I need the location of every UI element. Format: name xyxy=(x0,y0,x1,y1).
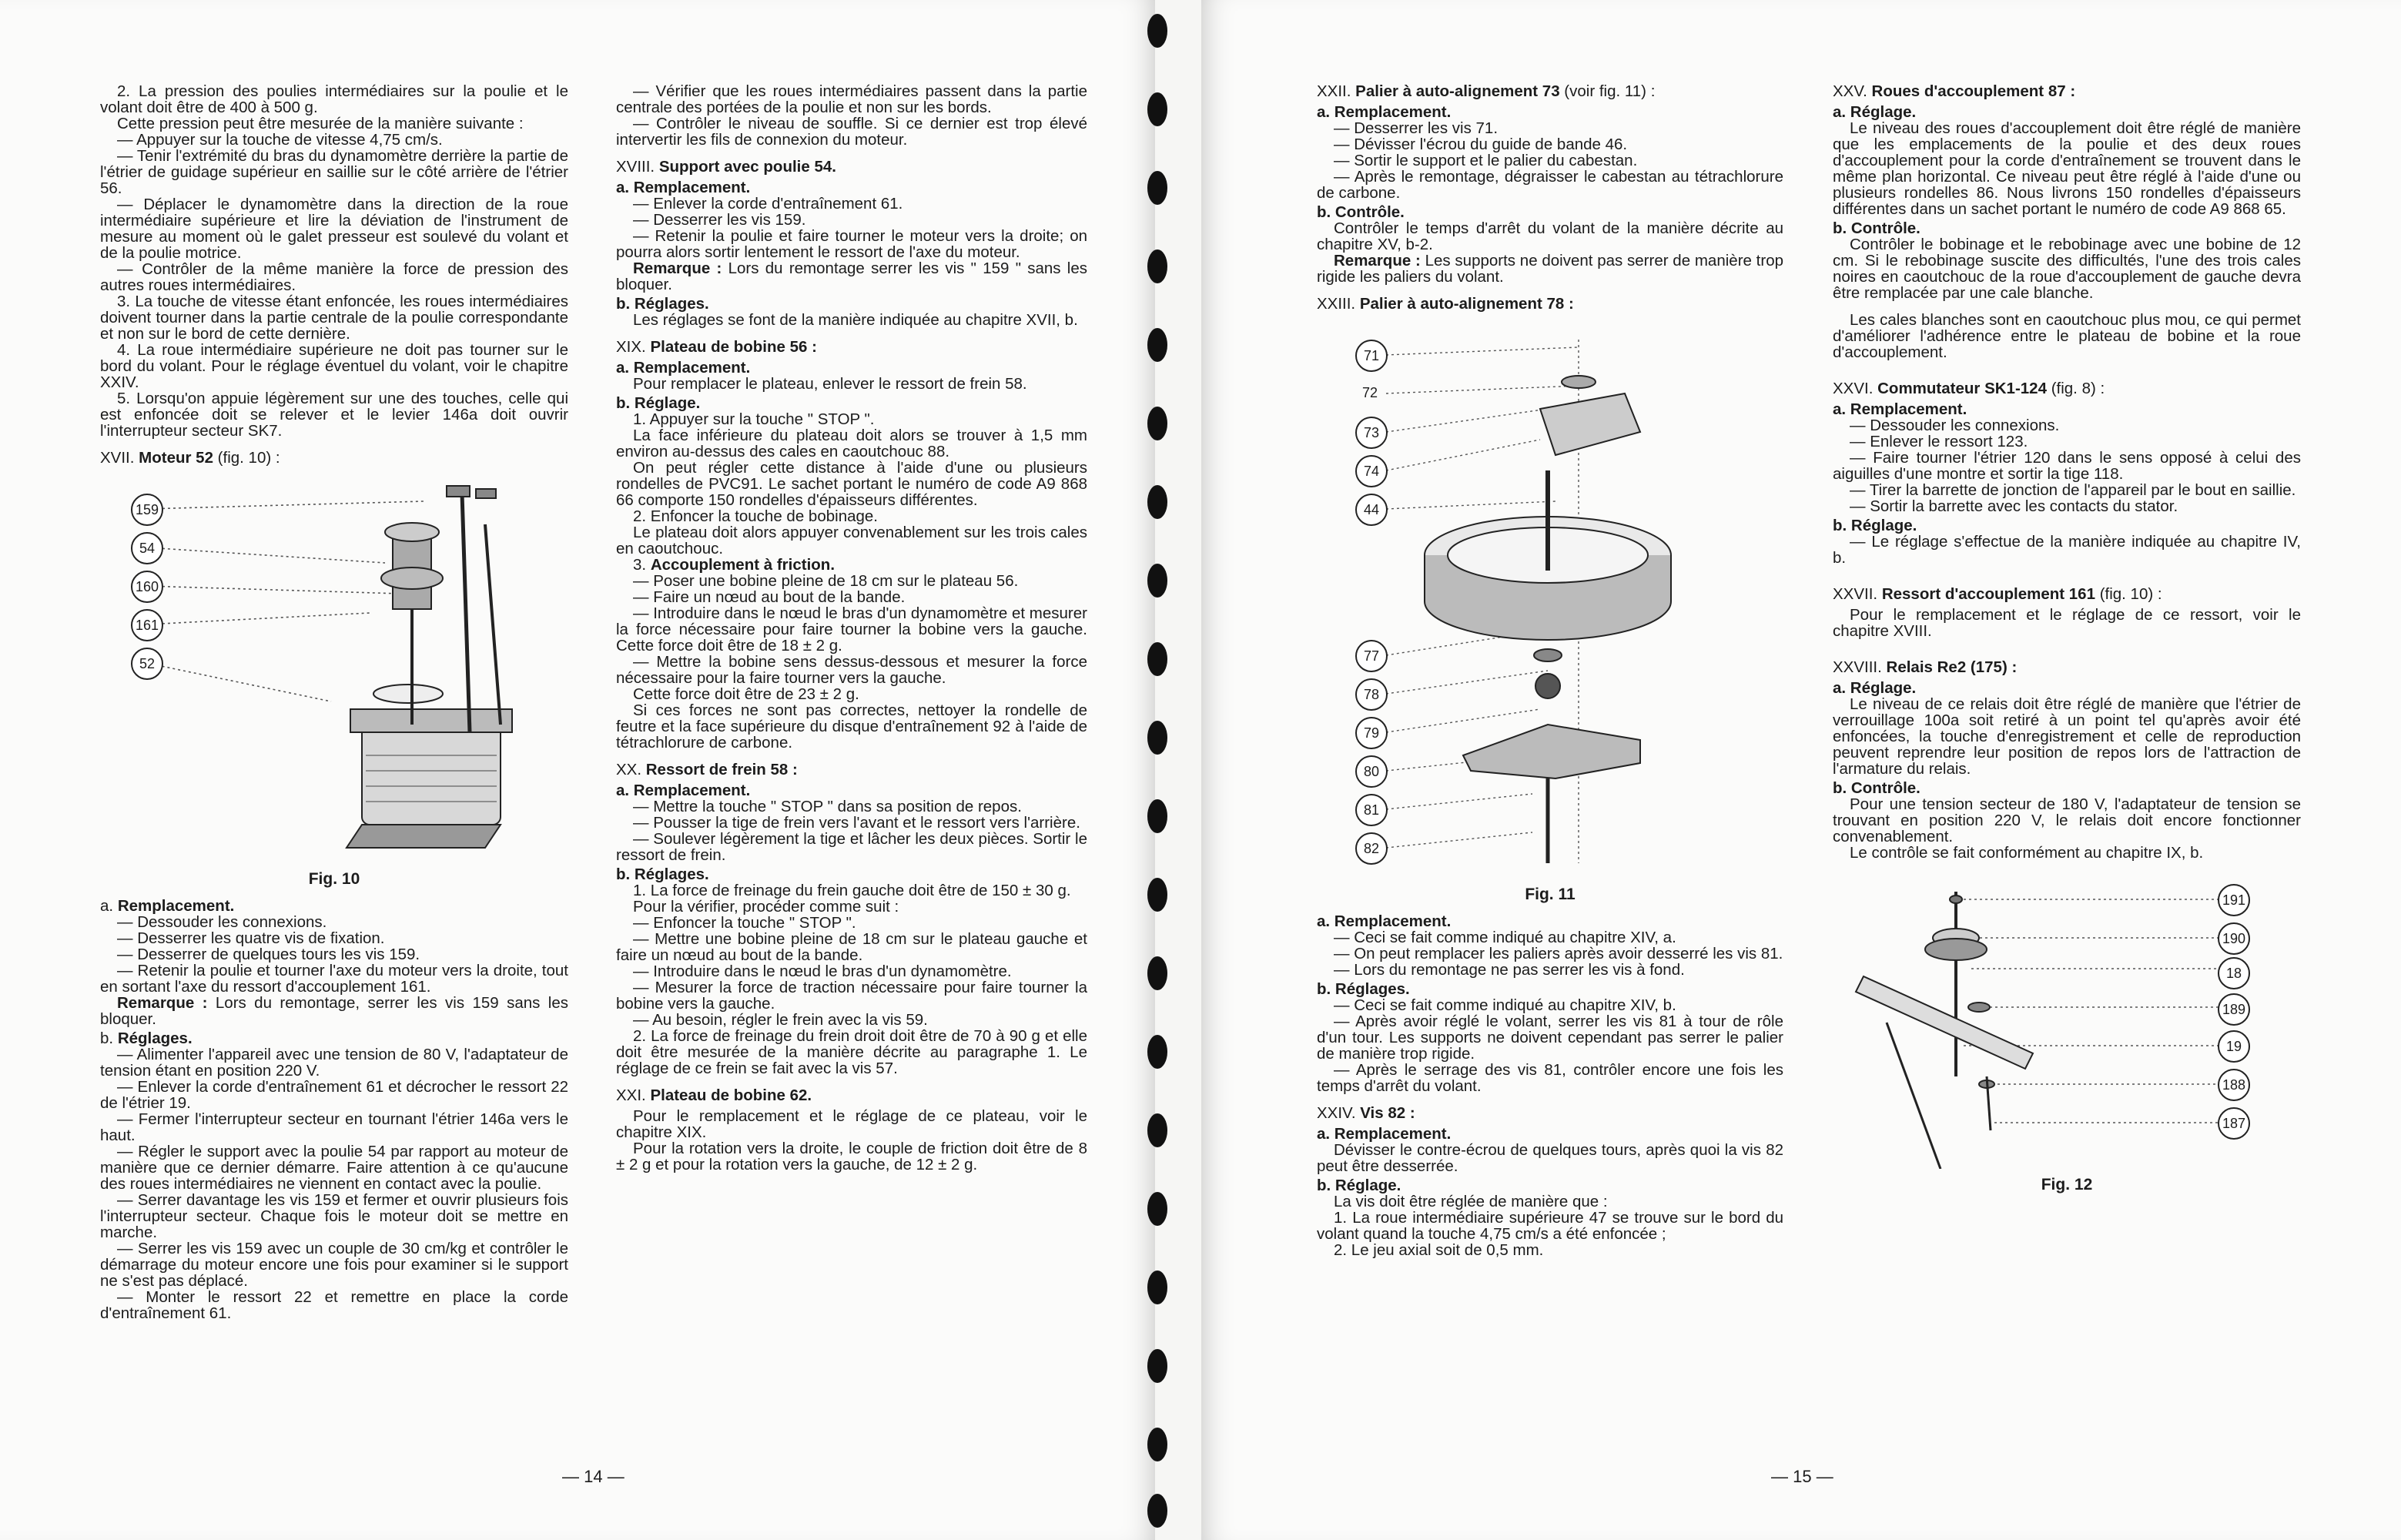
paragraph: La vis doit être réglée de manière que : xyxy=(1334,1193,1608,1210)
section-title: Relais Re2 (175) : xyxy=(1886,658,2018,676)
remark xyxy=(100,995,568,1027)
section-number: XXI. xyxy=(616,1086,646,1104)
section-number: XX. xyxy=(616,761,642,778)
subsection-label: a. xyxy=(100,897,114,915)
subsection-heading xyxy=(1317,913,1783,929)
subsection-title: Remplacement. xyxy=(117,897,235,915)
paragraph: — Desserrer les vis 71. xyxy=(1334,119,1499,137)
paragraph: — Sortir la barrette avec les contacts du stator. xyxy=(1850,497,2178,515)
paragraph: Pour la rotation vers la droite, le couple de friction doit être de 8 ± 2 g et pour la rotation vers la gauche, de 12 ± 2 g. xyxy=(616,1140,1087,1173)
paragraph: — Enfoncer la touche " STOP ". xyxy=(633,914,856,932)
paragraph: — Retenir la poulie et faire tourner le moteur vers la droite; on pourra alors sortir lentement le ressort de l'axe du moteur. xyxy=(616,227,1087,261)
paragraph: Pour une tension secteur de 180 V, l'adaptateur de tension se trouvant en position 220 V, le relais doit encore fonctionner convenablement. xyxy=(1833,795,2301,845)
binding-hole xyxy=(1147,721,1167,755)
paragraph: Pour remplacer le plateau, enlever le ressort de frein 58. xyxy=(633,375,1027,393)
section-title: Ressort d'accouplement 161 xyxy=(1881,585,2095,603)
binding-hole xyxy=(1147,14,1167,48)
binding-hole xyxy=(1147,1192,1167,1226)
callout-78: 78 xyxy=(1355,678,1388,711)
subsection-heading xyxy=(616,557,1087,573)
section-number: XXII. xyxy=(1317,82,1351,100)
section-heading-xxiv xyxy=(1317,1105,1783,1121)
paragraph: — Faire tourner l'étrier 120 dans le sens opposé à celui des aiguilles d'une montre et sortir la tige 118. xyxy=(1833,449,2301,483)
section-title: Vis 82 : xyxy=(1360,1104,1415,1122)
paragraph: Pour le remplacement et le réglage de ce ressort, voir le chapitre XVIII. xyxy=(1833,606,2301,640)
paragraph: — Introduire dans le nœud le bras d'un dynamomètre et mesurer la force nécessaire pour faire tourner la bobine vers la gauche. Cette force doit être de 18 ± 2 g. xyxy=(616,604,1087,654)
section-number: XVIII. xyxy=(616,158,655,176)
subsection-heading xyxy=(100,898,568,914)
figure-11 xyxy=(1317,324,1783,879)
callout-18: 18 xyxy=(2218,957,2250,989)
paragraph: — Pousser la tige de frein vers l'avant et le ressort vers l'arrière. xyxy=(633,814,1080,832)
subsection-heading xyxy=(1317,1177,1783,1194)
subsection-title: Accouplement à friction. xyxy=(650,556,835,574)
section-number: XXVI. xyxy=(1833,380,1874,397)
subsection-heading xyxy=(1317,1126,1783,1142)
callout-189: 189 xyxy=(2218,993,2250,1026)
subsection-title: a. Remplacement. xyxy=(1317,1125,1452,1143)
paragraph: On peut régler cette distance à l'aide d'une ou plusieurs rondelles de PVC91. Le sachet portant le numéro de code A9 868 66 comporte 150 rondelles d'épaisseurs différentes. xyxy=(616,459,1087,509)
remark-text: Lors du remontage, serrer les vis 159 sans les bloquer. xyxy=(100,994,569,1028)
subsection-heading xyxy=(1317,981,1783,997)
callout-44: 44 xyxy=(1355,494,1388,526)
subsection-title: b. Contrôle. xyxy=(1317,203,1405,221)
subsection-heading xyxy=(1833,220,2301,236)
section-number: XXVIII. xyxy=(1833,658,1882,676)
paragraph: 4. La roue intermédiaire supérieure ne doit pas tourner sur le bord du volant. Pour le réglage éventuel du volant, voir le chapitre XXIV. xyxy=(100,341,568,391)
left-column-1 xyxy=(100,83,568,1321)
binding-hole xyxy=(1147,171,1167,205)
paragraph: 2. La pression des poulies intermédiaires sur la poulie et le volant doit être de 400 à 500 g. xyxy=(100,82,568,116)
paragraph: — Desserrer de quelques tours les vis 159. xyxy=(117,946,420,963)
paragraph: — Enlever la corde d'entraînement 61 et décrocher le ressort 22 de l'étrier 19. xyxy=(100,1078,568,1112)
binding-hole xyxy=(1147,92,1167,126)
paragraph: — Serrer les vis 159 avec un couple de 30 cm/kg et contrôler le démarrage du moteur encore une fois pour examiner si le support ne s'est pas déplacé. xyxy=(100,1240,568,1290)
paragraph: — Introduire dans le nœud le bras d'un dynamomètre. xyxy=(633,962,1012,980)
paragraph: La face inférieure du plateau doit alors se trouver à 1,5 mm environ au-dessus des cales en caoutchouc 88. xyxy=(616,427,1087,460)
paragraph: — Desserrer les quatre vis de fixation. xyxy=(117,929,385,947)
subsection-title: a. Remplacement. xyxy=(616,179,751,196)
motor-illustration xyxy=(100,478,562,863)
callout-191: 191 xyxy=(2218,884,2250,916)
remark-text: Les supports ne doivent pas serrer de manière trop rigide les paliers du volant. xyxy=(1317,252,1783,286)
subsection-title: b. Réglage. xyxy=(1833,517,1917,534)
paragraph: — On peut remplacer les paliers après avoir desserré les vis 81. xyxy=(1334,945,1783,962)
binding-hole xyxy=(1147,407,1167,440)
subsection-title: b. Réglages. xyxy=(1317,980,1410,998)
paragraph: Le niveau des roues d'accouplement doit être réglé de manière que les emplacements de la poulie et des deux roues d'accouplement pour la corde d'entraînement se trouvent dans le même plan horizontal. Ce niveau peut être réglé à l'aide d'une ou plusieurs rondelles 86. Nous livrons 150 rondelles d'épaisseurs différentes dans un sachet portant le numéro de code A9 868 65. xyxy=(1833,119,2301,218)
paragraph: — Poser une bobine pleine de 18 cm sur le plateau 56. xyxy=(633,572,1019,590)
paragraph: Les réglages se font de la manière indiquée au chapitre XVII, b. xyxy=(633,311,1078,329)
paragraph: — Tenir l'extrémité du bras du dynamomètre derrière la partie de l'étrier de guidage supérieur en saillie sur le côté arrière de l'étrier 56. xyxy=(100,147,568,197)
subsection-title: b. Réglages. xyxy=(616,865,709,883)
paragraph: Les cales blanches sont en caoutchouc plus mou, ce qui permet d'améliorer l'adhérence entre le plateau de bobine et la roue d'accouplement. xyxy=(1833,311,2301,361)
subsection-heading xyxy=(1833,517,2301,534)
subsection-heading xyxy=(616,395,1087,411)
paragraph: — Retenir la poulie et tourner l'axe du moteur vers la droite, tout en sortant l'axe du ressort d'accouplement 161. xyxy=(100,962,568,996)
figure-caption: Fig. 10 xyxy=(308,870,360,888)
paragraph: — Déplacer le dynamomètre dans la direction de la roue intermédiaire supérieure et lire la déviation de l'instrument de mesure au moment où le galet presseur est soulevé du volant et de la poulie motrice. xyxy=(100,196,568,262)
right-page xyxy=(1201,0,2401,1540)
paragraph: — Enlever la corde d'entraînement 61. xyxy=(633,195,903,213)
paragraph: Pour la vérifier, procéder comme suit : xyxy=(633,898,899,916)
callout-160: 160 xyxy=(131,571,163,603)
paragraph: — Régler le support avec la poulie 54 par rapport au moteur de manière que ce dernier démarre. Faire attention à ce qu'aucune des roues intermédiaires ne viennent en contact avec la poulie. xyxy=(100,1143,568,1193)
paragraph: — Enlever le ressort 123. xyxy=(1850,433,2028,450)
section-heading-xx xyxy=(616,762,1087,778)
binding-hole xyxy=(1147,1428,1167,1461)
paragraph: — Mettre la bobine sens dessus-dessous et mesurer la force nécessaire pour la faire tourner vers la gauche. xyxy=(616,653,1087,687)
subsection-heading xyxy=(1833,401,2301,417)
paragraph: — Tirer la barrette de jonction de l'appareil par le bout en saillie. xyxy=(1850,481,2296,499)
paragraph: Si ces forces ne sont pas correctes, nettoyer la rondelle de feutre et la face supérieure du disque d'entraînement 92 à l'aide de tétrachlorure de carbone. xyxy=(616,701,1087,752)
subsection-title: a. Remplacement. xyxy=(1317,912,1452,930)
paragraph: Cette pression peut être mesurée de la manière suivante : xyxy=(117,115,524,132)
section-title: Moteur 52 xyxy=(139,449,213,467)
paragraph: 2. Enfoncer la touche de bobinage. xyxy=(633,507,878,525)
binding-hole xyxy=(1147,642,1167,676)
callout-72: 72 xyxy=(1361,385,1378,400)
paragraph: Cette force doit être de 23 ± 2 g. xyxy=(633,685,859,703)
subsection-title: b. Réglage. xyxy=(1317,1177,1401,1194)
callout-52: 52 xyxy=(131,648,163,680)
callout-187: 187 xyxy=(2218,1107,2250,1140)
paragraph: — Le réglage s'effectue de la manière indiquée au chapitre IV, b. xyxy=(1833,533,2301,567)
section-title: Plateau de bobine 56 : xyxy=(650,338,817,356)
paragraph: — Monter le ressort 22 et remettre en place la corde d'entraînement 61. xyxy=(100,1288,568,1322)
remark xyxy=(1317,253,1783,285)
subsection-heading xyxy=(616,296,1087,312)
section-number: XXIII. xyxy=(1317,295,1356,313)
callout-19: 19 xyxy=(2218,1030,2250,1063)
callout-80: 80 xyxy=(1355,755,1388,788)
paragraph: — Desserrer les vis 159. xyxy=(633,211,806,229)
binding-hole xyxy=(1147,956,1167,990)
paragraph: — Dévisser l'écrou du guide de bande 46. xyxy=(1334,136,1628,153)
section-heading-xvii xyxy=(100,450,568,466)
section-heading-xxv xyxy=(1833,83,2301,99)
paragraph: Contrôler le bobinage et le rebobinage avec une bobine de 12 cm. Si le rebobinage suscite des difficultés, l'une des trois cales noires en caoutchouc de la roue d'accouplement de gauche devra être remplacée par une cale blanche. xyxy=(1833,236,2301,302)
figure-12 xyxy=(1833,876,2301,1169)
subsection-title: a. Réglage. xyxy=(1833,679,1917,697)
paragraph: — Appuyer sur la touche de vitesse 4,75 cm/s. xyxy=(117,131,443,149)
paragraph: — Après avoir réglé le volant, serrer les vis 81 à tour de rôle d'un tour. Les supports ne doivent cependant pas serrer le palier de manière trop rigide. xyxy=(1317,1013,1783,1063)
subsection-heading xyxy=(1833,680,2301,696)
paragraph: — Contrôler le niveau de souffle. Si ce dernier est trop élevé intervertir les fils de connexion du moteur. xyxy=(616,115,1087,149)
binding-hole xyxy=(1147,564,1167,598)
callout-77: 77 xyxy=(1355,640,1388,672)
binding-hole xyxy=(1147,328,1167,362)
remark-label: Remarque : xyxy=(1334,252,1421,270)
binding-hole xyxy=(1147,1270,1167,1304)
paragraph: — Dessouder les connexions. xyxy=(1850,417,2060,434)
section-ref: (fig. 10) : xyxy=(217,449,280,467)
subsection-heading xyxy=(616,866,1087,882)
page-number: — 15 — xyxy=(1771,1467,1833,1486)
section-heading-xxii xyxy=(1317,83,1783,99)
remark-label: Remarque : xyxy=(117,994,208,1012)
binding-hole xyxy=(1147,1349,1167,1383)
section-title: Support avec poulie 54. xyxy=(658,158,836,176)
subsection-title: a. Réglage. xyxy=(1833,103,1917,121)
paragraph: — Ceci se fait comme indiqué au chapitre XIV, a. xyxy=(1334,929,1676,946)
paragraph: — Soulever légèrement la tige et lâcher les deux pièces. Sortir le ressort de frein. xyxy=(616,830,1087,864)
callout-71: 71 xyxy=(1355,340,1388,372)
section-number: XXVII. xyxy=(1833,585,1878,603)
subsection-label: b. xyxy=(100,1029,114,1047)
callout-161: 161 xyxy=(131,609,163,641)
section-title: Plateau de bobine 62. xyxy=(650,1086,812,1104)
section-number: XXIV. xyxy=(1317,1104,1356,1122)
paragraph: Le niveau de ce relais doit être réglé de manière que l'étrier de verrouillage 100a soit retiré à un point tel qu'après avoir été enfoncées, la touche d'enregistrement et celle de reproduction peuvent reprendre leur position de repos lors de l'attraction de l'armature du relais. xyxy=(1833,695,2301,778)
paragraph: 2. Le jeu axial soit de 0,5 mm. xyxy=(1334,1241,1544,1259)
section-heading-xix xyxy=(616,339,1087,355)
callout-74: 74 xyxy=(1355,455,1388,487)
callout-188: 188 xyxy=(2218,1069,2250,1101)
subsection-label: 3. xyxy=(633,556,647,574)
callout-81: 81 xyxy=(1355,794,1388,826)
section-title: Ressort de frein 58 : xyxy=(645,761,798,778)
subsection-title: a. Remplacement. xyxy=(1833,400,1967,418)
section-heading-xxviii xyxy=(1833,659,2301,675)
subsection-title: b. Réglages. xyxy=(616,295,709,313)
callout-73: 73 xyxy=(1355,417,1388,449)
paragraph: 1. La roue intermédiaire supérieure 47 se trouve sur le bord du volant quand la touche 4,75 cm/s a été enfoncée ; xyxy=(1317,1209,1783,1243)
subsection-title: b. Contrôle. xyxy=(1833,779,1920,797)
subsection-heading xyxy=(1317,204,1783,220)
section-number: XIX. xyxy=(616,338,646,356)
paragraph: 1. Appuyer sur la touche " STOP ". xyxy=(633,410,875,428)
paragraph: — Après le remontage, dégraisser le cabestan au tétrachlorure de carbone. xyxy=(1317,168,1783,202)
subsection-title: a. Remplacement. xyxy=(616,359,751,377)
paragraph: Dévisser le contre-écrou de quelques tours, après quoi la vis 82 peut être desserrée. xyxy=(1317,1141,1783,1175)
right-column-2 xyxy=(1833,83,2301,1204)
paragraph: — Sortir le support et le palier du cabestan. xyxy=(1334,152,1638,169)
binding-hole xyxy=(1147,1113,1167,1147)
callout-159: 159 xyxy=(131,494,163,526)
section-title: Roues d'accouplement 87 : xyxy=(1871,82,2076,100)
callout-79: 79 xyxy=(1355,717,1388,749)
binding-hole xyxy=(1147,1035,1167,1069)
paragraph: 5. Lorsqu'on appuie légèrement sur une des touches, celle qui est enfoncée doit se relever et le levier 146a doit ouvrir l'interrupteur secteur SK7. xyxy=(100,390,568,440)
paragraph: — Lors du remontage ne pas serrer les vis à fond. xyxy=(1334,961,1685,979)
figure-caption: Fig. 11 xyxy=(1525,886,1576,903)
subsection-title: a. Remplacement. xyxy=(1317,103,1452,121)
subsection-heading xyxy=(1833,104,2301,120)
section-title: Palier à auto-alignement 78 : xyxy=(1359,295,1574,313)
remark-text: Lors du remontage serrer les vis " 159 " sans les bloquer. xyxy=(616,259,1088,293)
paragraph: Pour le remplacement et le réglage de ce plateau, voir le chapitre XIX. xyxy=(616,1107,1087,1141)
callout-190: 190 xyxy=(2218,922,2250,955)
section-title: Palier à auto-alignement 73 xyxy=(1355,82,1560,100)
subsection-title: b. Contrôle. xyxy=(1833,219,1920,237)
subsection-heading xyxy=(616,782,1087,798)
section-heading-xxi xyxy=(616,1087,1087,1103)
paragraph: — Après le serrage des vis 81, contrôler encore une fois les temps d'arrêt du volant. xyxy=(1317,1061,1783,1095)
paragraph: — Mettre une bobine pleine de 18 cm sur le plateau gauche et faire un nœud au bout de la bande. xyxy=(616,930,1087,964)
left-column-2 xyxy=(616,83,1087,1173)
binding-hole xyxy=(1147,485,1167,519)
paragraph: — Serrer davantage les vis 159 et fermer et ouvrir plusieurs fois l'interrupteur secteur. Chaque fois le moteur doit se mettre en marche. xyxy=(100,1191,568,1241)
paragraph: 1. La force de freinage du frein gauche doit être de 150 ± 30 g. xyxy=(633,882,1071,899)
remark-label: Remarque : xyxy=(633,259,722,277)
paragraph: — Ceci se fait comme indiqué au chapitre XIV, b. xyxy=(1334,996,1676,1014)
binding-hole xyxy=(1147,799,1167,833)
page-number: — 14 — xyxy=(562,1467,625,1486)
section-heading-xxvi xyxy=(1833,380,2301,397)
paragraph: — Mettre la touche " STOP " dans sa position de repos. xyxy=(633,798,1022,815)
section-ref: (voir fig. 11) : xyxy=(1564,82,1656,100)
paragraph: — Mesurer la force de traction nécessaire pour faire tourner la bobine vers la gauche. xyxy=(616,979,1087,1013)
figure-caption: Fig. 12 xyxy=(2041,1176,2093,1194)
callout-54: 54 xyxy=(131,532,163,564)
section-heading-xxvii xyxy=(1833,586,2301,602)
paragraph: — Faire un nœud au bout de la bande. xyxy=(633,588,906,606)
section-number: XVII. xyxy=(100,449,135,467)
subsection-title: Réglages. xyxy=(117,1029,193,1047)
subsection-heading xyxy=(1317,104,1783,120)
paragraph: 3. La touche de vitesse étant enfoncée, les roues intermédiaires doivent tourner dans la partie centrale de la poulie correspondante et non sur le bord de cette dernière. xyxy=(100,293,568,343)
paragraph: — Vérifier que les roues intermédiaires passent dans la partie centrale des portées de la poulie et non sur les bords. xyxy=(616,82,1087,116)
section-heading-xviii xyxy=(616,159,1087,175)
figure-10 xyxy=(100,478,568,863)
binding-hole xyxy=(1147,878,1167,912)
section-title: Commutateur SK1-124 xyxy=(1877,380,2047,397)
paragraph: — Dessouder les connexions. xyxy=(117,913,327,931)
paragraph: — Au besoin, régler le frein avec la vis 59. xyxy=(633,1011,928,1029)
remark xyxy=(616,260,1087,293)
left-page xyxy=(0,0,1155,1540)
paragraph: 2. La force de freinage du frein droit doit être de 70 à 90 g et elle doit être mesurée de la manière décrite au paragraphe 1. Le réglage de ce frein se fait avec la vis 57. xyxy=(616,1027,1087,1077)
binding-hole xyxy=(1147,1494,1167,1528)
subsection-title: a. Remplacement. xyxy=(616,782,751,799)
section-number: XXV. xyxy=(1833,82,1867,100)
paragraph: — Alimenter l'appareil avec une tension de 80 V, l'adaptateur de tension étant en position 220 V. xyxy=(100,1046,568,1080)
bearing-assembly-illustration xyxy=(1317,324,1779,879)
section-ref: (fig. 10) : xyxy=(2099,585,2162,603)
section-ref: (fig. 8) : xyxy=(2051,380,2105,397)
subsection-heading xyxy=(616,360,1087,376)
subsection-heading xyxy=(100,1030,568,1046)
section-heading-xxiii xyxy=(1317,296,1783,312)
paragraph: — Fermer l'interrupteur secteur en tournant l'étrier 146a vers le haut. xyxy=(100,1110,568,1144)
subsection-heading xyxy=(1833,780,2301,796)
paragraph: Le plateau doit alors appuyer convenablement sur les trois cales en caoutchouc. xyxy=(616,524,1087,557)
binding-hole xyxy=(1147,249,1167,283)
subsection-title: b. Réglage. xyxy=(616,394,701,412)
callout-82: 82 xyxy=(1355,832,1388,865)
paragraph: — Contrôler de la même manière la force de pression des autres roues intermédiaires. xyxy=(100,260,568,294)
subsection-heading xyxy=(616,179,1087,196)
paragraph: Contrôler le temps d'arrêt du volant de la manière décrite au chapitre XV, b-2. xyxy=(1317,219,1783,253)
paragraph: Le contrôle se fait conformément au chapitre IX, b. xyxy=(1850,844,2204,862)
right-column-1 xyxy=(1317,83,1783,1258)
